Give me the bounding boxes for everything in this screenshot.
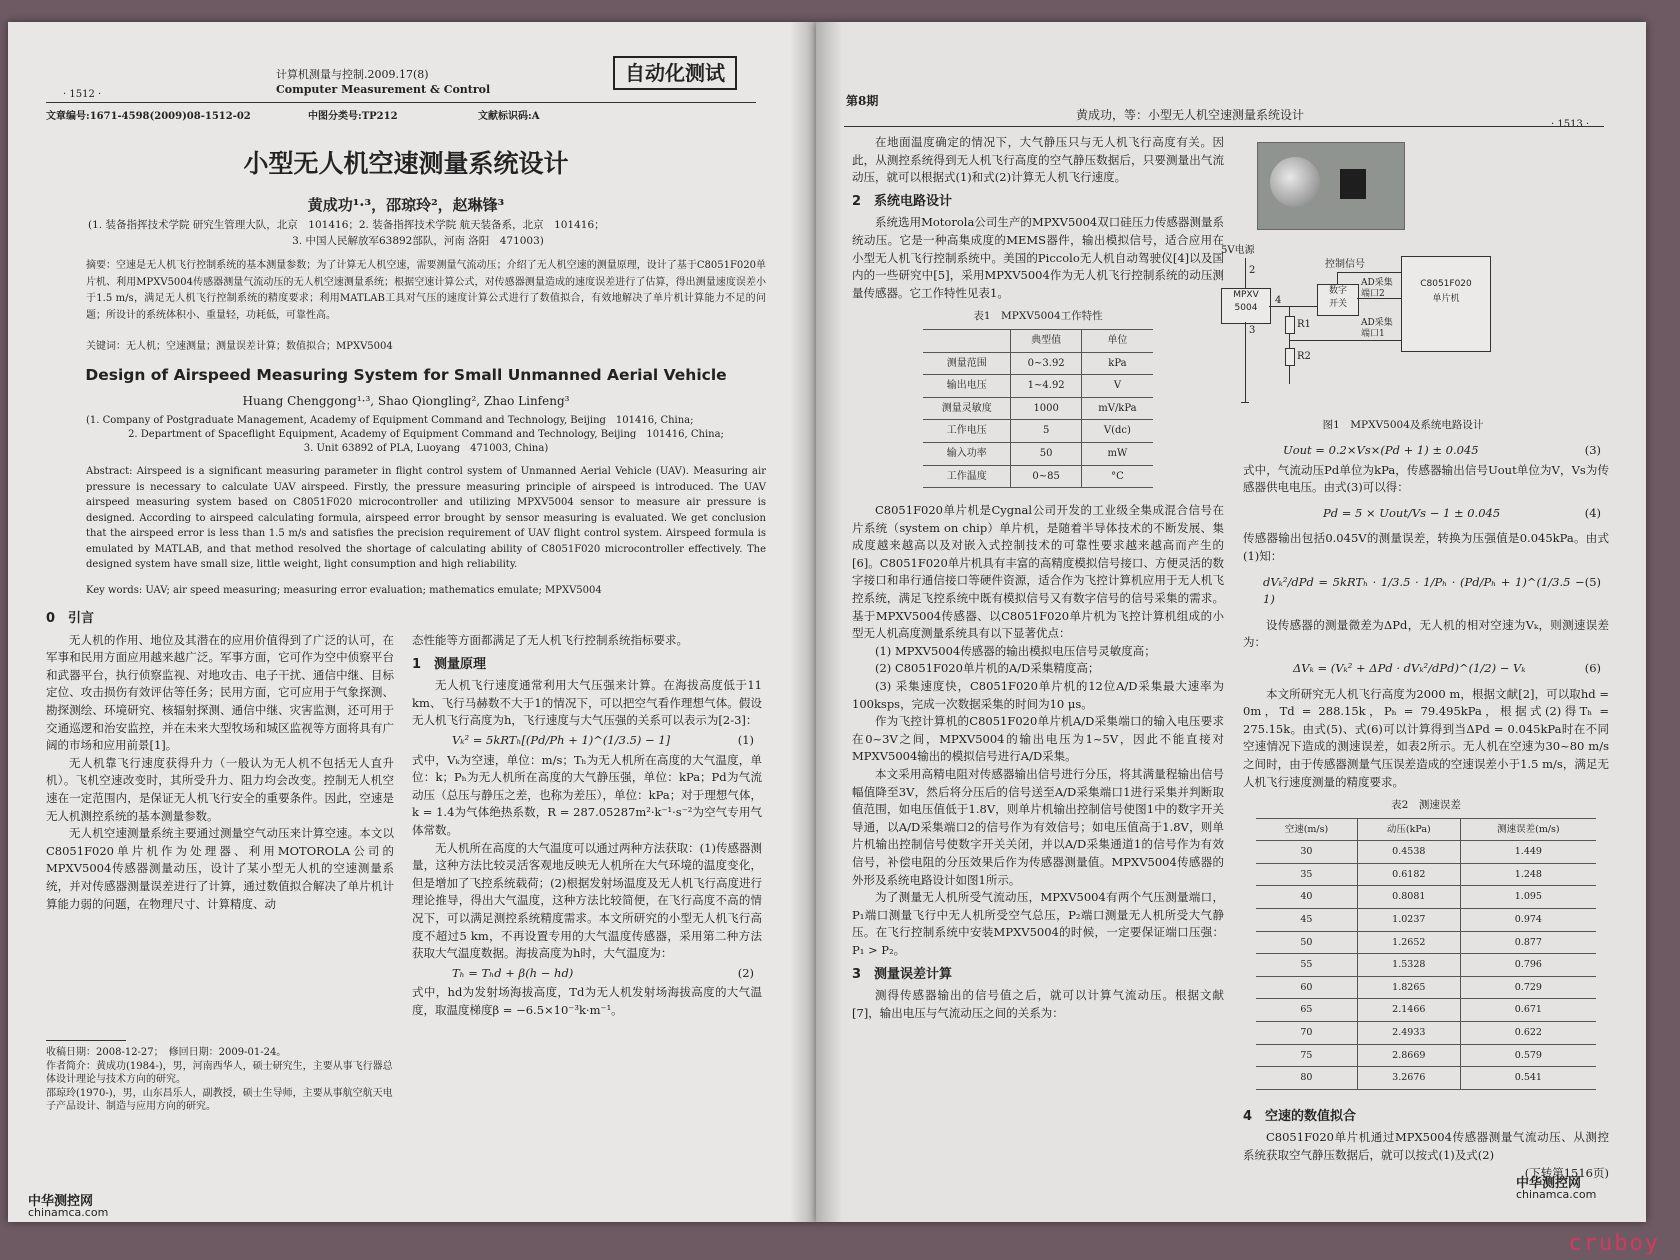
right-page bbox=[816, 22, 1646, 1222]
section-2-heading: 2 系统电路设计 bbox=[852, 193, 953, 209]
table-2-cell: 70 bbox=[1256, 1022, 1357, 1045]
circuit-diagram bbox=[1221, 244, 1631, 414]
pin-2-label: 2 bbox=[1249, 265, 1256, 276]
table-1-cell: 0~85 bbox=[1011, 465, 1081, 488]
keywords-cn: 关键词：无人机；空速测量；测量误差计算；数值拟合；MPXV5004 bbox=[86, 341, 393, 352]
principle-paragraph-2: 式中，Vₖ为空速，单位：m/s；Tₕ为无人机所在高度的大气温度，单位：k；Pₕ为无人机所在高度的大气静压强，单位：kPa；Pd为气流动压（总压与静压之差，也称为差压），单位：kPa；对于理想气体，k = 1.4为气体绝热系数，R = 287.05287m²·k⁻¹·s⁻²为空气专用气体常数。 bbox=[412, 752, 762, 837]
continuation-paragraph: 态性能等方面都满足了无人机飞行控制系统指标要求。 bbox=[412, 633, 688, 647]
table-1-cell: V bbox=[1081, 375, 1153, 398]
coin-image bbox=[1270, 157, 1320, 207]
equation-6-body: ΔVₖ = (Vₖ² + ΔPd · dVₖ²/dPd)^(1/2) − Vₖ bbox=[1293, 660, 1526, 675]
table-1-cell: 工作电压 bbox=[923, 420, 1011, 443]
table-1-header-row bbox=[923, 329, 1153, 352]
table-1-cell: 50 bbox=[1011, 442, 1081, 465]
equation-5-body: dVₖ²/dPd = 5kRTₕ · 1/3.5 · 1/Pₕ · (Pd/Pₕ + 1)^(1/3.5 − 1) bbox=[1263, 574, 1585, 607]
left-page bbox=[8, 22, 816, 1222]
power-label: 5V电源 bbox=[1221, 245, 1255, 256]
error-paragraph-5: 本文所研究无人机飞行高度为2000 m，根据文献[2]，可以取hd = 0m，Td = 288.15k，Pₕ = 79.495kPa，根据式(2)得Tₕ = 275.15k。由式(5)、式(6)可以计算得到当ΔPd = 0.045kPa时在不同空速情况下造成的测速误差，如表2所示。无人机在空速为30~80 m/s之间时，由于传感器测量气压误差造成的空速误差小于1.5 m/s，满足无人机飞行速度测量的精度要求。 bbox=[1243, 686, 1609, 789]
table-2 bbox=[1256, 818, 1596, 1090]
r2-label: R2 bbox=[1297, 351, 1311, 362]
sensor-photo bbox=[1257, 142, 1405, 230]
equation-1 bbox=[412, 730, 762, 752]
affiliation-en-3: 3. Unit 63892 of PLA, Luoyang 471003, China) bbox=[303, 443, 549, 454]
table-2-row bbox=[1256, 863, 1596, 886]
ad2-label: AD采集 端口2 bbox=[1361, 278, 1393, 299]
footnote-author-2: 邵琼玲(1970-)，男，山东昌乐人，副教授，硕士生导师，主要从事航空航天电子产品设计、制造与应用方向的研究。 bbox=[46, 1087, 393, 1112]
journal-name-cn: 计算机测量与控制.2009.17(8) bbox=[276, 68, 429, 81]
table-2-row bbox=[1256, 999, 1596, 1022]
table-2-row bbox=[1256, 886, 1596, 909]
table-2-row bbox=[1256, 909, 1596, 932]
table-2-row bbox=[1256, 976, 1596, 999]
principle-paragraph-3: 无人机所在高度的大气温度可以通过两种方法获取：(1)传感器测量，这种方法比较灵活客观地反映无人机所在大气环境的温度变化，但是增加了飞控系统载荷；(2)根据发射场温度及无人机飞行高度进行理论推导，得出大气温度，这种方法比较简便，在飞行高度不高的情况下，可以满足测控系统精度需求。本文所研究的小型无人机飞行高度不超过5 km，不再设置专用的大气温度传感器，采用第二种方法获取大气温度数据。海拔高度为h时，大气温度为： bbox=[412, 840, 762, 961]
control-signal-label: 控制信号 bbox=[1325, 259, 1365, 270]
pin-4-label: 4 bbox=[1275, 295, 1282, 306]
table-1-cell: 测量灵敏度 bbox=[923, 397, 1011, 420]
intro-paragraph-3: 无人机空速测量系统主要通过测量空气动压来计算空速。本文以C8051F020单片机作为处理器、利用MOTOROLA公司的MPXV5004传感器测量动压，设计了某小型无人机的空速测量系统，并对传感器测量误差进行了计算，通过数值拟合解决了单片机计算能力弱的问题，在物理尺寸、计算精度、动 bbox=[46, 826, 394, 911]
table-2-row bbox=[1256, 931, 1596, 954]
footer-brand-cn: 中华测控网 bbox=[1516, 1176, 1582, 1191]
footnote-received: 收稿日期：2008-12-27； 修回日期：2009-01-24。 bbox=[46, 1047, 287, 1058]
authors-cn: 黄成功¹·³，邵琼玲²，赵琳锋³ bbox=[307, 196, 505, 214]
right-column-2 bbox=[1243, 440, 1609, 1182]
table-2-cell: 2.1466 bbox=[1357, 999, 1460, 1022]
table-2-cell: 0.729 bbox=[1460, 976, 1596, 999]
table-2-cell: 60 bbox=[1256, 976, 1357, 999]
resistor-r2 bbox=[1285, 348, 1295, 366]
mcu-block: C8051F020 单片机 bbox=[1401, 256, 1491, 352]
paper-title-cn: 小型无人机空速测量系统设计 bbox=[243, 149, 569, 178]
ground-wire bbox=[1245, 322, 1246, 402]
table-1-cell: 0~3.92 bbox=[1011, 352, 1081, 375]
fitting-paragraph-1: C8051F020单片机通过MPX5004传感器测量气流动压、从测控系统获取空气静压数据后，就可以按式(1)及式(2) bbox=[1243, 1130, 1609, 1162]
table-1 bbox=[923, 329, 1153, 488]
equation-5 bbox=[1243, 566, 1609, 617]
power-wire bbox=[1245, 258, 1246, 288]
system-paragraph-3: 作为飞控计算机的C8051F020单片机A/D采集端口的输入电压要求在0~3V之间，MPXV5004的输出电压为1~5V，因此不能直接对MPXV5004输出的模拟信号进行A/D采集。 bbox=[852, 714, 1224, 764]
equation-2 bbox=[412, 963, 762, 985]
equation-4 bbox=[1243, 497, 1609, 531]
intro-paragraph-1: 无人机的作用、地位及其潜在的应用价值得到了广泛的认可，在军事和民用方面应用越来越广泛。军事方面，它可作为空中侦察平台和武器平台，执行侦察监视、对地攻击、电子干扰、通信中继、目标定位、攻击损伤有效评估等任务；民用方面，它可应用于气象探测、勘探测绘、环境研究、核辐射探测、通信中继、灾害监测，还可用于交通巡逻和治安监控，并在未来大型牧场和城区监视等方面将具有广阔的市场和应用前景[1]。 bbox=[46, 632, 394, 753]
resistor-r1 bbox=[1285, 316, 1295, 334]
table-2-cell: 1.449 bbox=[1460, 841, 1596, 864]
table-2-cell: 0.4538 bbox=[1357, 841, 1460, 864]
system-paragraph-0: 在地面温度确定的情况下，大气静压只与无人机飞行高度有关。因此，从测控系统得到无人机飞行高度的空气静压数据后，只要测量出气流动压，就可以根据式(1)和式(2)计算无人机飞行速度。 bbox=[852, 135, 1224, 185]
table-2-header-row bbox=[1256, 818, 1596, 841]
affiliation-en-1: (1. Company of Postgraduate Management, Academy of Equipment Command and Technology, Beijing 101416, China; bbox=[86, 415, 694, 426]
r1-label: R1 bbox=[1297, 319, 1311, 330]
watermark: cruboy bbox=[1568, 1231, 1660, 1256]
article-number: 文章编号:1671-4598(2009)08-1512-02 bbox=[46, 111, 251, 122]
principle-paragraph-4: 式中，hd为发射场海拔高度，Td为无人机发射场海拔高度的大气温度，取温度梯度β = −6.5×10⁻³k·m⁻¹。 bbox=[412, 985, 762, 1017]
left-column-2 bbox=[412, 632, 762, 1019]
page-number: · 1512 · bbox=[63, 89, 102, 100]
table-1-caption: 表1 MPXV5004工作特性 bbox=[973, 310, 1103, 323]
sensor-block: MPXV 5004 bbox=[1221, 288, 1271, 324]
equation-1-number: (1) bbox=[737, 732, 754, 747]
table-2-header-cell: 空速(m/s) bbox=[1256, 818, 1357, 841]
table-2-cell: 50 bbox=[1256, 931, 1357, 954]
abstract-en: Abstract: Airspeed is a significant measuring parameter in flight control system of Unmanned Aerial Vehicle (UAV). Measuring air pressure is necessary to calculate UAV airspeed. Firstly, the pressure measuring principle of airspeed is introduced. The UAV airspeed measuring system based on C8051F020 microcontroller and utilizing MPXV5004 sensor to measure air pressure is designed. According to airspeed calculating formula, airspeed error brought by sensor measuring is evaluated. We get conclusion that the airspeed error is less than 1.5 m/s and satisfies the precision requirement of UAV flight control system. Airspeed formula is emulated by MATLAB, and that method resolved the shortage of calculating ability of C8051F020 microcontroller effectively. The designed system have small size, little weight, light consumption and high reliability. bbox=[86, 466, 766, 570]
principle-paragraph-1: 无人机飞行速度通常利用大气压强来计算。在海拔高度低于11 km、飞行马赫数不大于1的情况下，可以把空气看作理想气体。假设无人机飞行高度为h，飞行速度与大气压强的关系可以表示为[2-3]： bbox=[412, 678, 762, 728]
digital-switch-block: 数字 开关 bbox=[1317, 284, 1359, 316]
table-1-cell: mV/kPa bbox=[1081, 397, 1153, 420]
table-2-cell: 0.579 bbox=[1460, 1044, 1596, 1067]
left-gutter-shadow bbox=[790, 22, 816, 1222]
section-1-heading: 1 测量原理 bbox=[412, 656, 487, 672]
table-2-cell: 1.0237 bbox=[1357, 909, 1460, 932]
table-2-row bbox=[1256, 954, 1596, 977]
control-wire bbox=[1337, 272, 1401, 273]
table-1-cell: °C bbox=[1081, 465, 1153, 488]
table-1-cell: 1~4.92 bbox=[1011, 375, 1081, 398]
table-2-cell: 0.796 bbox=[1460, 954, 1596, 977]
footer-url: chinamca.com bbox=[28, 1206, 109, 1219]
footnotes bbox=[46, 1046, 394, 1114]
advantage-2: (2) C8051F020单片机的A/D采集精度高； bbox=[875, 661, 1100, 676]
table-2-cell: 0.877 bbox=[1460, 931, 1596, 954]
table-1-header-cell: 单位 bbox=[1081, 329, 1153, 352]
error-paragraph-2: 式中，气流动压Pd单位为kPa，传感器输出信号Uout单位为V，Vs为传感器供电电压。由式(3)可以得： bbox=[1243, 462, 1609, 495]
footer-url: chinamca.com bbox=[1516, 1188, 1597, 1201]
table-2-cell: 1.5328 bbox=[1357, 954, 1460, 977]
table-2-cell: 0.8081 bbox=[1357, 886, 1460, 909]
advantage-3: (3) 采集速度快，C8051F020单片机的12位A/D采集最大速率为100ksps，完成一次数据采集的时间为10 μs。 bbox=[852, 679, 1224, 711]
equation-1-body: Vₖ² = 5kRTₕ[(Pd/Ph + 1)^(1/3.5) − 1] bbox=[452, 732, 671, 747]
control-wire-drop bbox=[1337, 272, 1338, 284]
equation-2-number: (2) bbox=[737, 965, 754, 980]
abstract-cn: 摘要：空速是无人机飞行控制系统的基本测量参数；为了计算无人机空速，需要测量气流动压；介绍了无人机空速的测量原理，设计了基于C8051F020单片机、利用MPXV5004传感器测量气流动压的无人机空速测量系统；根据空速计算公式，对传感器测量造成的速度误差进行了估算，得出测量速度误差小于1.5 m/s，满足无人机飞行控制系统的精度要求；利用MATLAB工具对气压的速度计算公式进行了数值拟合，有效地解决了单片机计算能力不足的问题；所设计的系统体积小、重量轻，功耗低，可靠性高。 bbox=[86, 260, 766, 321]
table-1-cell: 1000 bbox=[1011, 397, 1081, 420]
table-2-row bbox=[1256, 841, 1596, 864]
table-1-cell: kPa bbox=[1081, 352, 1153, 375]
table-2-cell: 1.8265 bbox=[1357, 976, 1460, 999]
error-paragraph-3: 传感器输出包括0.045V的测量误差，转换为压强值是0.045kPa。由式(1)知： bbox=[1243, 531, 1609, 563]
pin-3-label: 3 bbox=[1249, 325, 1256, 336]
system-paragraph-1: 系统选用Motorola公司生产的MPXV5004双口硅压力传感器测量系统动压。它是一种高集成度的MEMS器件，输出模拟信号，适合应用在小型无人机飞行控制系统中。美国的Piccolo无人机自动驾驶仪[4]以及国内的一些研究中[5]，采用MPXV5004作为无人机飞行控制系统的动压测量传感器。它工作特性见表1。 bbox=[852, 215, 1224, 300]
table-2-cell: 35 bbox=[1256, 863, 1357, 886]
class-number: 中图分类号:TP212 bbox=[308, 111, 398, 122]
table-2-cell: 55 bbox=[1256, 954, 1357, 977]
affiliation-en-2: 2. Department of Spaceflight Equipment, Academy of Equipment Command and Technology, Beijing 101416, China; bbox=[128, 429, 724, 440]
table-2-cell: 45 bbox=[1256, 909, 1357, 932]
continued-note: (下转第1516页) bbox=[1524, 1165, 1609, 1180]
table-2-cell: 2.8669 bbox=[1357, 1044, 1460, 1067]
table-2-cell: 0.6182 bbox=[1357, 863, 1460, 886]
table-2-caption: 表2 测速误差 bbox=[1391, 799, 1461, 812]
table-1-cell: 输入功率 bbox=[923, 442, 1011, 465]
table-2-cell: 40 bbox=[1256, 886, 1357, 909]
footer-brand-cn: 中华测控网 bbox=[28, 1194, 94, 1209]
table-2-cell: 0.671 bbox=[1460, 999, 1596, 1022]
table-2-row bbox=[1256, 1044, 1596, 1067]
journal-name-en: Computer Measurement & Control bbox=[276, 83, 491, 96]
ground-symbol bbox=[1241, 402, 1249, 403]
table-2-row bbox=[1256, 1067, 1596, 1090]
equation-6-number: (6) bbox=[1584, 660, 1601, 675]
table-2-cell: 80 bbox=[1256, 1067, 1357, 1090]
equation-3-body: Uout = 0.2×Vs×(Pd + 1) ± 0.045 bbox=[1283, 443, 1479, 457]
document-code: 文献标识码:A bbox=[478, 111, 540, 122]
page-number: · 1513 · bbox=[1551, 119, 1590, 130]
affiliation-cn-2: 3. 中国人民解放军63892部队，河南 洛阳 471003) bbox=[292, 235, 544, 247]
system-paragraph-4: 本文采用高精电阻对传感器输出信号进行分压，将其满量程输出信号幅值降至3V，然后将分压后的信号送至A/D采集端口1进行采集并判断取值范围，如电压值低于1.8V，则单片机输出控制信号使图1中的数字开关导通，以A/D采集端口2的信号作为有效信号；如电压值高于1.8V，则单片机输出控制信号使数字开关关闭，并以A/D采集通道1的信号作为有效信号，补偿电阻的分压效果后作为传感器测量值。MPXV5004传感器的外形及系统电路设计如图1所示。 bbox=[852, 767, 1224, 887]
table-2-cell: 30 bbox=[1256, 841, 1357, 864]
table-1-header-cell: 典型值 bbox=[1011, 329, 1081, 352]
intro-paragraph-2: 无人机靠飞行速度获得升力（一般认为无人机不包括无人直升机）。飞机空速改变时，其所受升力、阻力均会改变。控制无人机空速在一定范围内，是保证无人机飞行安全的重要条件。因此，空速是无人机测控系统的基本测量参数。 bbox=[46, 755, 394, 823]
table-1-row bbox=[923, 375, 1153, 398]
right-gutter-shadow bbox=[816, 22, 842, 1222]
table-2-cell: 2.4933 bbox=[1357, 1022, 1460, 1045]
table-1-cell: 工作温度 bbox=[923, 465, 1011, 488]
error-paragraph-4: 设传感器的测量微差为ΔPd，无人机的相对空速为Vₖ，则测速误差为： bbox=[1243, 617, 1609, 650]
table-1-row bbox=[923, 442, 1153, 465]
section-0-heading: 0 引言 bbox=[46, 611, 95, 626]
table-1-row bbox=[923, 352, 1153, 375]
equation-5-number: (5) bbox=[1584, 574, 1601, 589]
sensor-chip-image bbox=[1340, 169, 1366, 199]
table-2-cell: 1.2652 bbox=[1357, 931, 1460, 954]
equation-3 bbox=[1243, 440, 1609, 462]
figure-1-caption: 图1 MPXV5004及系统电路设计 bbox=[1322, 419, 1484, 431]
issue-label: 第8期 bbox=[846, 94, 879, 108]
advantage-1: (1) MPXV5004传感器的输出模拟电压信号灵敏度高； bbox=[875, 643, 1156, 658]
ad1-label: AD采集 端口1 bbox=[1361, 318, 1393, 339]
left-column-1 bbox=[46, 604, 394, 913]
table-2-cell: 3.2676 bbox=[1357, 1067, 1460, 1090]
table-2-header-cell: 测速误差(m/s) bbox=[1460, 818, 1596, 841]
authors-en: Huang Chenggong¹·³, Shao Qiongling², Zhao Linfeng³ bbox=[242, 394, 570, 408]
header-rule bbox=[46, 102, 756, 103]
table-2-cell: 0.974 bbox=[1460, 909, 1596, 932]
table-2-cell: 75 bbox=[1256, 1044, 1357, 1067]
running-title: 黄成功，等：小型无人机空速测量系统设计 bbox=[1076, 108, 1305, 122]
paper-title-en: Design of Airspeed Measuring System for Small Unmanned Aerial Vehicle bbox=[85, 366, 727, 384]
ad1-wire bbox=[1289, 340, 1401, 341]
table-1-cell: 5 bbox=[1011, 420, 1081, 443]
equation-6 bbox=[1243, 652, 1609, 686]
table-1-row bbox=[923, 420, 1153, 443]
equation-4-body: Pd = 5 × Uout/Vs − 1 ± 0.045 bbox=[1323, 505, 1501, 520]
table-1-row bbox=[923, 397, 1153, 420]
system-paragraph-5: 为了测量无人机所受气流动压，MPXV5004有两个气压测量端口，P₁端口测量飞行中无人机所受空气总压，P₂端口测量无人机所受大气静压。在飞行控制系统中安装MPXV5004的时候，一定要保证端口压强：P₁ > P₂。 bbox=[852, 890, 1224, 957]
table-2-cell: 0.541 bbox=[1460, 1067, 1596, 1090]
table-2-cell: 1.248 bbox=[1460, 863, 1596, 886]
error-paragraph-1: 测得传感器输出的信号值之后，就可以计算气流动压。根据文献[7]，输出电压与气流动压之间的关系为： bbox=[852, 988, 1224, 1020]
section-3-heading: 3 测量误差计算 bbox=[852, 966, 953, 982]
table-2-cell: 1.095 bbox=[1460, 886, 1596, 909]
right-column-1 bbox=[852, 134, 1224, 1022]
table-2-cell: 65 bbox=[1256, 999, 1357, 1022]
system-paragraph-2: C8051F020单片机是Cygnal公司开发的工业级全集成混合信号在片系统（system on chip）单片机，是随着半导体技术的不断发展、集成度越来越高以及对嵌入式控制技术的可靠性要求越来越高而产生的[6]。C8051F020单片机具有丰富的高精度模拟信号接口、方便灵活的数字接口和串行通信接口等硬件资源，适合作为飞控计算机应用于无人机飞控系统，满足飞控系统中既有模拟信号又有数字信号的信号采集的需求。基于MPXV5004传感器、以C8051F020单片机为飞控计算机组成的小型无人机高度测量系统具有以下显著优点： bbox=[852, 503, 1224, 641]
table-1-cell: 输出电压 bbox=[923, 375, 1011, 398]
affiliation-cn-1: (1. 装备指挥技术学院 研究生管理大队，北京 101416；2. 装备指挥技术学院 航天装备系，北京 101416； bbox=[88, 219, 605, 231]
table-1-cell: V(dc) bbox=[1081, 420, 1153, 443]
equation-2-body: Tₕ = Tₕd + β(h − hd) bbox=[452, 965, 574, 980]
column-label: 自动化测试 bbox=[613, 56, 737, 90]
section-4-heading: 4 空速的数值拟合 bbox=[1243, 1108, 1357, 1124]
table-1-cell: 测量范围 bbox=[923, 352, 1011, 375]
header-rule bbox=[844, 126, 1604, 127]
equation-3-number: (3) bbox=[1584, 443, 1601, 457]
footnote-author-1: 作者简介：黄成功(1984-)，男，河南西华人，硕士研究生，主要从事飞行器总体设计理论与技术方向的研究。 bbox=[46, 1060, 393, 1085]
table-2-cell: 0.622 bbox=[1460, 1022, 1596, 1045]
table-1-header-cell bbox=[923, 329, 1011, 352]
table-1-cell: mW bbox=[1081, 442, 1153, 465]
equation-4-number: (4) bbox=[1584, 505, 1601, 520]
footnote-rule bbox=[46, 1040, 126, 1041]
keywords-en: Key words: UAV; air speed measuring; measuring error evaluation; mathematics emulate; MPXV5004 bbox=[86, 585, 602, 596]
table-2-header-cell: 动压(kPa) bbox=[1357, 818, 1460, 841]
table-1-row bbox=[923, 465, 1153, 488]
table-2-row bbox=[1256, 1022, 1596, 1045]
